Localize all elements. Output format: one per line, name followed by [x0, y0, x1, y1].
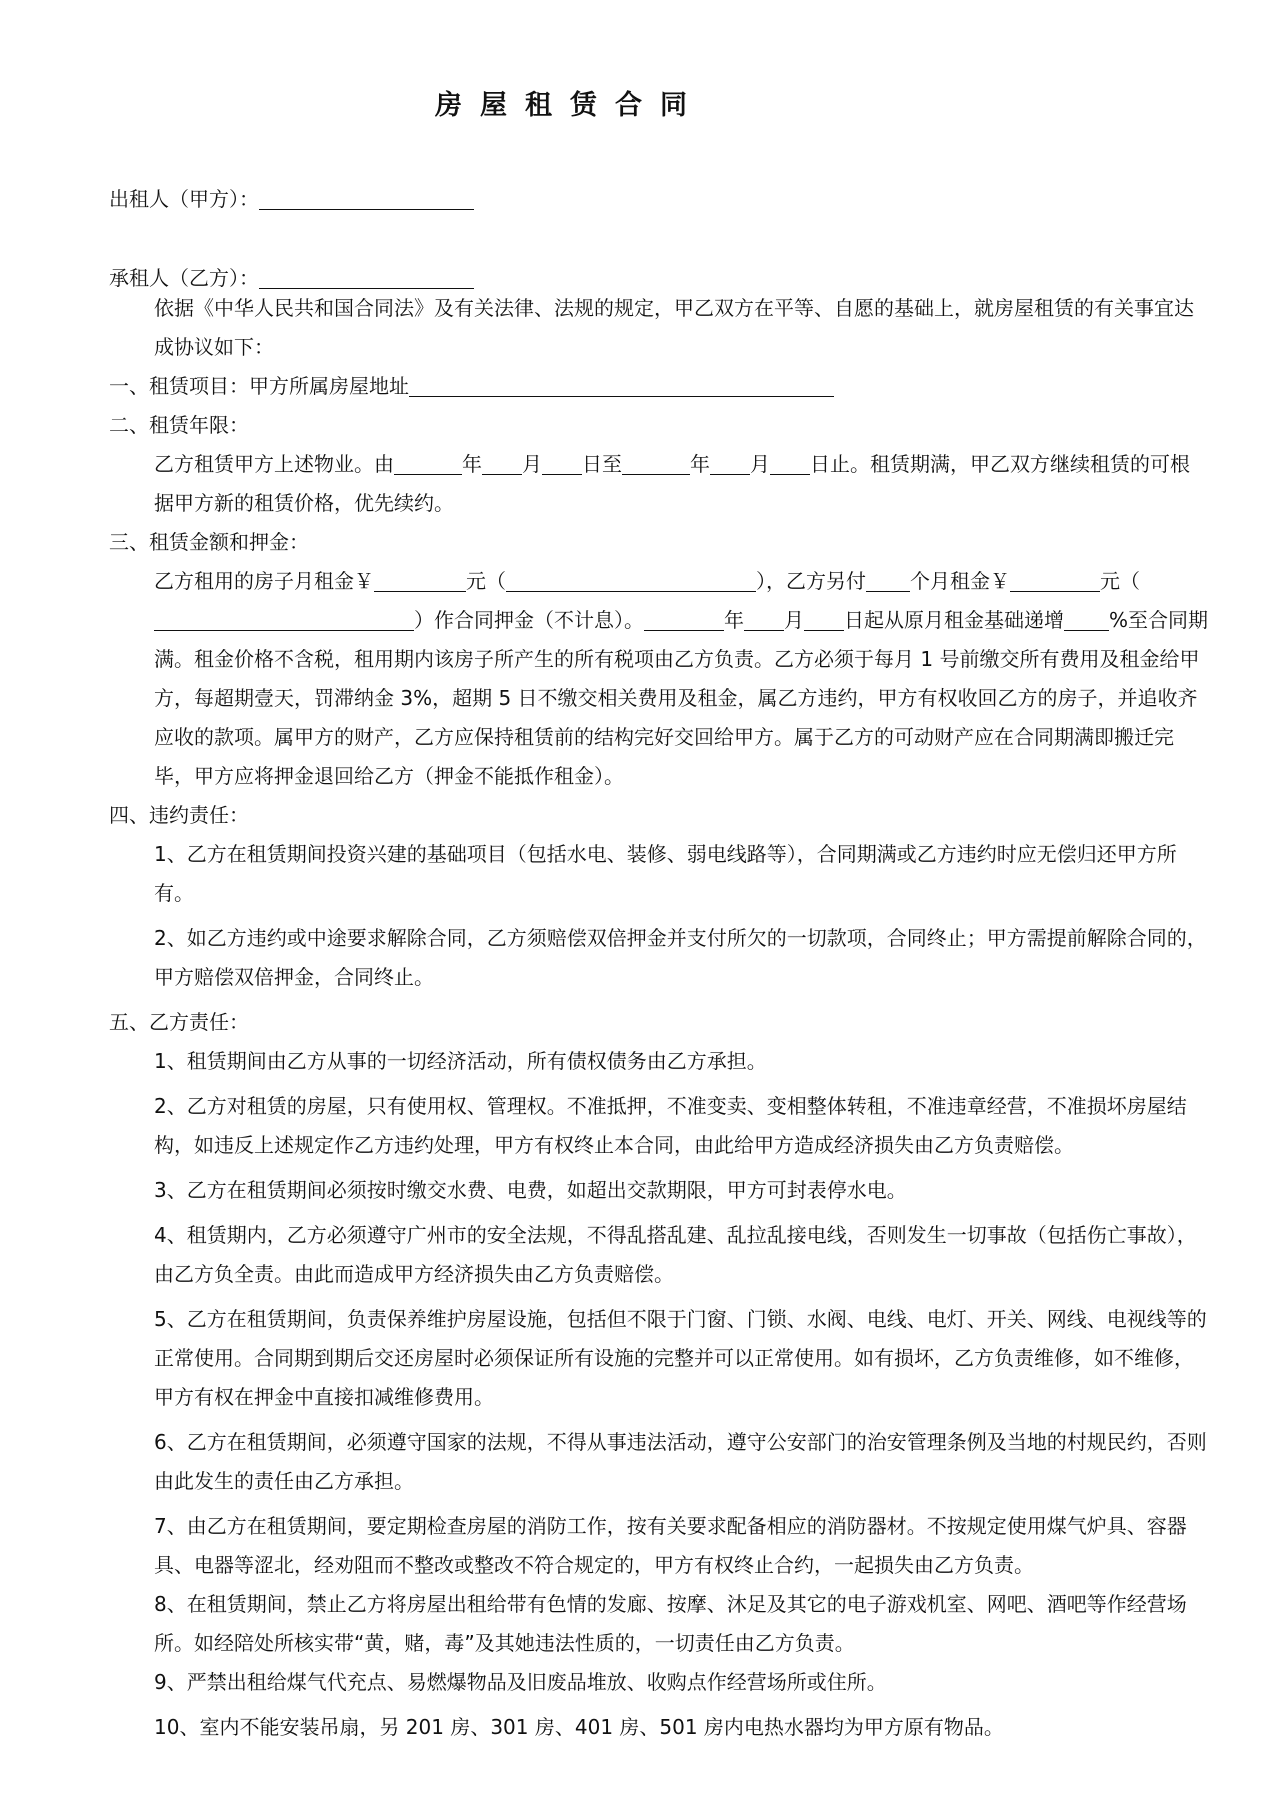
lessor-label: 出租人（甲方）：	[109, 187, 259, 211]
address-blank	[409, 376, 834, 397]
increase-year-blank	[644, 610, 724, 631]
rent-amount-blank	[374, 571, 466, 592]
deposit-words-blank	[154, 610, 414, 631]
month-label: 月	[784, 608, 804, 632]
lessee-line	[109, 262, 474, 291]
yuan-open: 元（	[466, 569, 506, 593]
s5-item: 8、在租赁期间，禁止乙方将房屋出租给带有色情的发廊、按摩、沐足及其它的电子游戏机室、网吧、酒吧等作经营场所。如经陪处所核实带“黄，赌，毒”及其她违法性质的，一切责任由乙方负责。	[154, 1592, 1187, 1655]
section-5-heading: 五、乙方责任：	[109, 1010, 249, 1034]
month-label: 月	[522, 452, 542, 476]
preamble: 依据《中华人民共和国合同法》及有关法律、法规的规定，甲乙双方在平等、自愿的基础上，就房屋租赁的有关事宜达成协议如下：	[154, 296, 1194, 359]
contract-body	[109, 289, 1209, 1747]
s5-item: 10、室内不能安装吊扇，另 201 房、301 房、401 房、501 房内电热水器均为甲方原有物品。	[154, 1715, 1004, 1739]
s5-item: 7、由乙方在租赁期间，要定期检查房屋的消防工作，按有关要求配备相应的消防器材。不按规定使用煤气炉具、容器具、电器等涩北，经劝阻而不整改或整改不符合规定的，甲方有权终止合约，一起损失由乙方负责。	[154, 1514, 1187, 1577]
rent-words-blank	[506, 571, 756, 592]
months-rent-label: 个月租金￥	[910, 569, 1010, 593]
lessee-label: 承租人（乙方）：	[109, 266, 259, 290]
s5-item: 2、乙方对租赁的房屋，只有使用权、管理权。不准抵押，不准变卖、变相整体转租，不准违章经营，不准损坏房屋结构，如违反上述规定作乙方违约处理，甲方有权终止本合同，由此给甲方造成经济损失由乙方负责赔偿。	[154, 1094, 1187, 1157]
lease-from-text: 乙方租赁甲方上述物业。由	[154, 452, 394, 476]
start-day-blank	[542, 454, 582, 475]
section-2-text	[109, 445, 1209, 523]
s5-item: 1、租赁期间由乙方从事的一切经济活动，所有债权债务由乙方承担。	[154, 1049, 767, 1073]
increase-day-blank	[804, 610, 844, 631]
section-4-heading: 四、违约责任：	[109, 803, 249, 827]
renewal-text: 继续租赁的可根据甲方新的租赁价格，优先续约。	[154, 452, 1190, 515]
year-label: 年	[690, 452, 710, 476]
increase-month-blank	[744, 610, 784, 631]
section-1	[109, 367, 1209, 406]
deposit-label: ）作合同押金（不计息）。	[414, 608, 644, 632]
page-title: 房屋租赁合同	[435, 90, 705, 121]
yuan-open-2: 元（	[1100, 569, 1140, 593]
s5-item: 9、严禁出租给煤气代充点、易燃爆物品及旧废品堆放、收购点作经营场所或住所。	[154, 1670, 887, 1694]
lessor-blank	[259, 187, 474, 210]
lessor-line	[109, 183, 474, 212]
section-2-heading: 二、租赁年限：	[109, 413, 249, 437]
percent-blank	[1064, 610, 1109, 631]
year-label: 年	[724, 608, 744, 632]
months-blank	[866, 571, 910, 592]
start-month-blank	[482, 454, 522, 475]
end-month-blank	[710, 454, 750, 475]
s5-item: 5、乙方在租赁期间，负责保养维护房屋设施，包括但不限于门窗、门锁、水阀、电线、电灯、开关、网线、电视线等的正常使用。合同期到期后交还房屋时必须保证所有设施的完整并可以正常使用。如有损坏，乙方负责维修，如不维修，甲方有权在押金中直接扣减维修费用。	[154, 1307, 1207, 1409]
s4-item: 2、如乙方违约或中途要求解除合同，乙方须赔偿双倍押金并支付所欠的一切款项，合同终止；甲方需提前解除合同的，甲方赔偿双倍押金，合同终止。	[154, 926, 1207, 989]
s5-item: 4、租赁期内，乙方必须遵守广州市的安全法规，不得乱搭乱建、乱拉乱接电线，否则发生一切事故（包括伤亡事故），由乙方负全责。由此而造成甲方经济损失由乙方负责赔偿。	[154, 1223, 1197, 1286]
section-1-heading: 一、租赁项目：甲方所属房屋地址	[109, 374, 409, 398]
lessee-blank	[259, 266, 474, 289]
s5-item: 6、乙方在租赁期间，必须遵守国家的法规，不得从事违法活动，遵守公安部门的治安管理条例及当地的村规民约，否则由此发生的责任由乙方承担。	[154, 1430, 1207, 1493]
section-3-heading: 三、租赁金额和押金：	[109, 530, 309, 554]
end-day-blank	[770, 454, 810, 475]
deposit-amount-blank	[1010, 571, 1100, 592]
start-year-blank	[394, 454, 462, 475]
payment-terms: %至合同期满。租金价格不含税，租用期内该房子所产生的所有税项由乙方负责。乙方必须于每月 1 号前缴交所有费用及租金给甲方，每超期壹天，罚滞纳金 3%，超期 5 日不缴交相关费用及租金，属乙方违约，甲方有权收回乙方的房子，并追收齐应收的款项。属甲方的财产，乙方应保持租赁前的结构完好交回给甲方。属于乙方的可动财产应在合同期满即搬迁完毕，甲方应将押金退回给乙方（押金不能抵作租金）。	[154, 608, 1209, 788]
end-year-blank	[622, 454, 690, 475]
day-end-label: 日止。租赁期满，甲乙双方	[810, 452, 1050, 476]
extra-months-label: ），乙方另付	[756, 569, 866, 593]
s5-item: 3、乙方在租赁期间必须按时缴交水费、电费，如超出交款期限，甲方可封表停水电。	[154, 1178, 907, 1202]
day-to-label: 日至	[582, 452, 622, 476]
rent-label: 乙方租用的房子月租金￥	[154, 569, 374, 593]
month-label: 月	[750, 452, 770, 476]
year-label: 年	[462, 452, 482, 476]
section-3-text	[109, 562, 1209, 796]
s4-item: 1、乙方在租赁期间投资兴建的基础项目（包括水电、装修、弱电线路等），合同期满或乙方违约时应无偿归还甲方所有。	[154, 842, 1177, 905]
increase-text: 日起从原月租金基础递增	[844, 608, 1064, 632]
